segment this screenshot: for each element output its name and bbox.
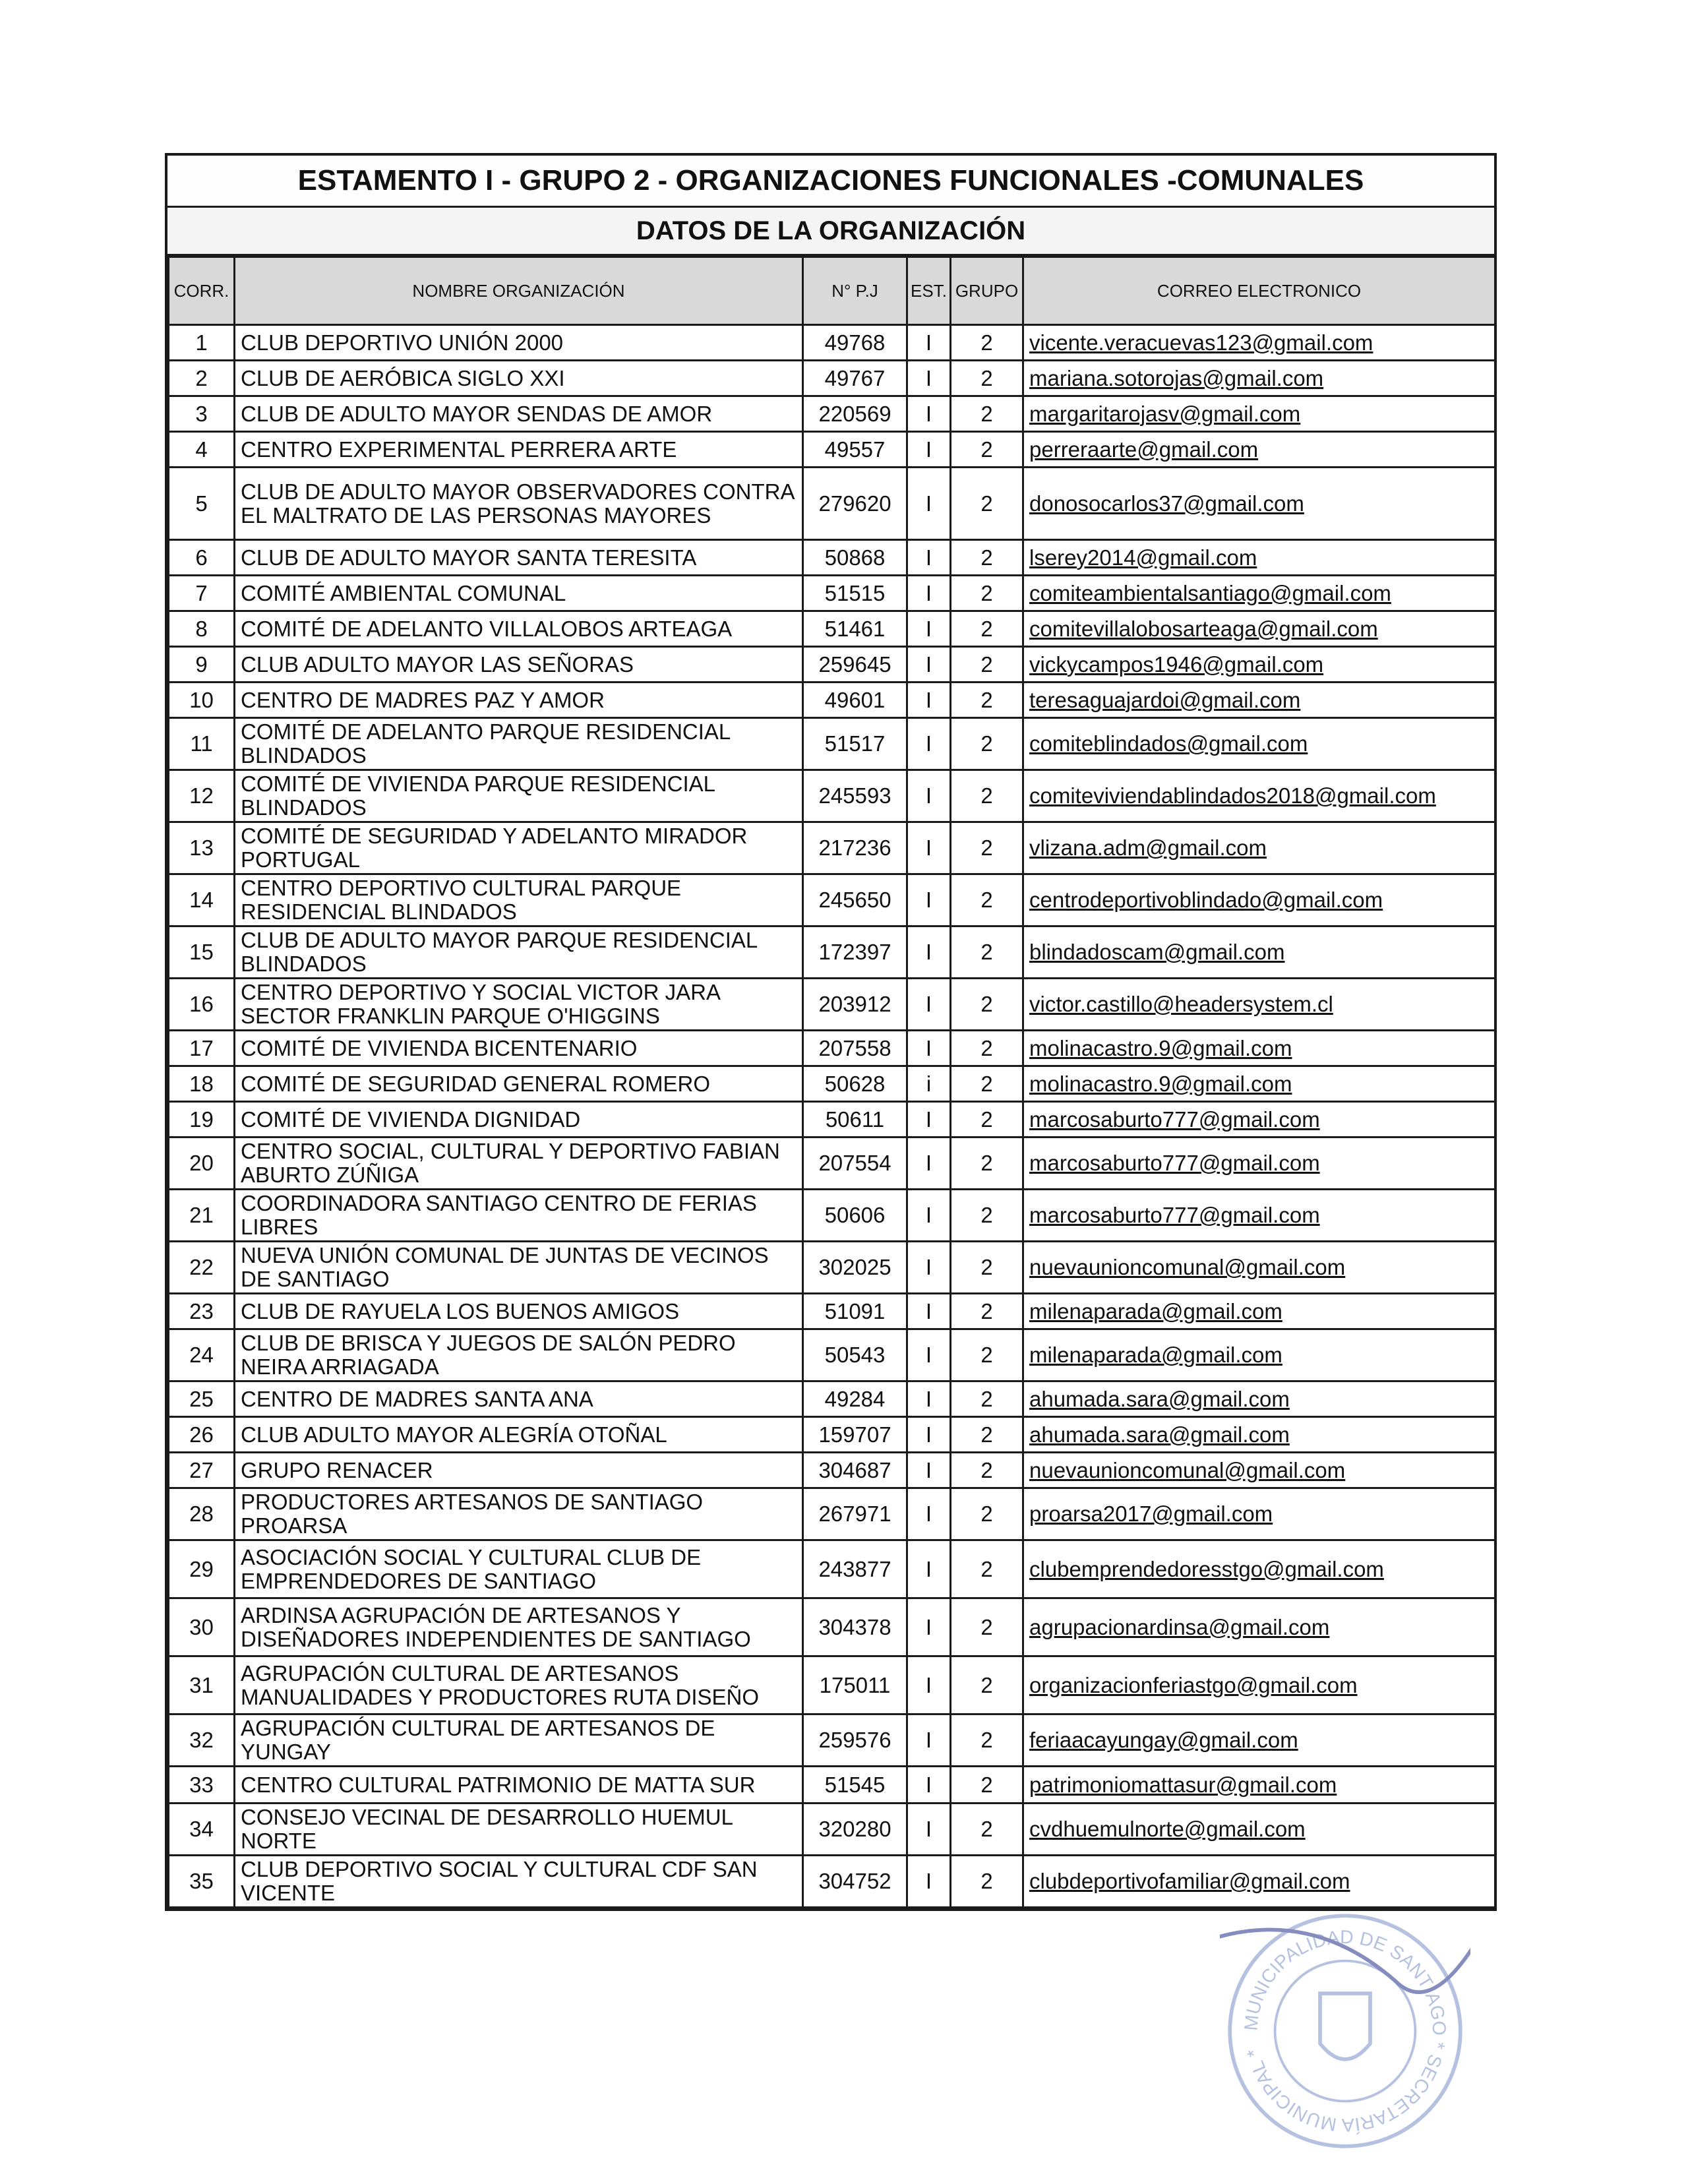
table-row bbox=[169, 718, 1495, 770]
cell-email: nuevaunioncomunal@gmail.com bbox=[1023, 1242, 1495, 1294]
cell-name: CLUB DE ADULTO MAYOR OBSERVADORES CONTRA EL MALTRATO DE LAS PERSONAS MAYORES bbox=[235, 468, 803, 540]
cell-corr: 17 bbox=[169, 1031, 235, 1066]
cell-grupo: 2 bbox=[951, 770, 1023, 822]
cell-corr: 14 bbox=[169, 874, 235, 926]
stamp-text: MUNICIPALIDAD DE SANTIAGO * SECRETARÍA MUNICIPAL * bbox=[1240, 1926, 1450, 2136]
cell-pj: 50611 bbox=[803, 1102, 907, 1138]
cell-grupo: 2 bbox=[951, 926, 1023, 979]
cell-name: COMITÉ AMBIENTAL COMUNAL bbox=[235, 576, 803, 611]
table-row bbox=[169, 576, 1495, 611]
cell-est: I bbox=[907, 540, 951, 576]
cell-pj: 302025 bbox=[803, 1242, 907, 1294]
cell-email: feriaacayungay@gmail.com bbox=[1023, 1714, 1495, 1767]
cell-email: centrodeportivoblindado@gmail.com bbox=[1023, 874, 1495, 926]
cell-name: CLUB DE BRISCA Y JUEGOS DE SALÓN PEDRO NEIRA ARRIAGADA bbox=[235, 1329, 803, 1381]
cell-email: comitevillalobosarteaga@gmail.com bbox=[1023, 611, 1495, 647]
cell-est: I bbox=[907, 926, 951, 979]
cell-corr: 13 bbox=[169, 822, 235, 874]
cell-grupo: 2 bbox=[951, 396, 1023, 432]
cell-est: I bbox=[907, 1329, 951, 1381]
cell-pj: 245650 bbox=[803, 874, 907, 926]
cell-email: proarsa2017@gmail.com bbox=[1023, 1488, 1495, 1540]
cell-email: marcosaburto777@gmail.com bbox=[1023, 1190, 1495, 1242]
cell-name: AGRUPACIÓN CULTURAL DE ARTESANOS MANUALIDADES Y PRODUCTORES RUTA DISEÑO bbox=[235, 1656, 803, 1714]
cell-pj: 245593 bbox=[803, 770, 907, 822]
cell-name: COMITÉ DE ADELANTO PARQUE RESIDENCIAL BLINDADOS bbox=[235, 718, 803, 770]
cell-grupo: 2 bbox=[951, 1856, 1023, 1908]
cell-name: CLUB ADULTO MAYOR LAS SEÑORAS bbox=[235, 647, 803, 682]
cell-est: I bbox=[907, 1714, 951, 1767]
header-email: CORREO ELECTRONICO bbox=[1023, 257, 1495, 325]
table-row bbox=[169, 1066, 1495, 1102]
cell-corr: 18 bbox=[169, 1066, 235, 1102]
cell-pj: 304752 bbox=[803, 1856, 907, 1908]
cell-name: CLUB DEPORTIVO SOCIAL Y CULTURAL CDF SAN VICENTE bbox=[235, 1856, 803, 1908]
cell-name: CONSEJO VECINAL DE DESARROLLO HUEMUL NORTE bbox=[235, 1804, 803, 1856]
cell-grupo: 2 bbox=[951, 1804, 1023, 1856]
cell-pj: 304687 bbox=[803, 1453, 907, 1488]
cell-est: I bbox=[907, 1804, 951, 1856]
cell-pj: 50628 bbox=[803, 1066, 907, 1102]
cell-grupo: 2 bbox=[951, 1329, 1023, 1381]
cell-est: I bbox=[907, 1598, 951, 1656]
cell-grupo: 2 bbox=[951, 432, 1023, 468]
cell-name: CENTRO CULTURAL PATRIMONIO DE MATTA SUR bbox=[235, 1767, 803, 1804]
cell-est: I bbox=[907, 682, 951, 718]
table-row bbox=[169, 682, 1495, 718]
cell-pj: 279620 bbox=[803, 468, 907, 540]
cell-pj: 304378 bbox=[803, 1598, 907, 1656]
cell-email: milenaparada@gmail.com bbox=[1023, 1294, 1495, 1329]
cell-corr: 11 bbox=[169, 718, 235, 770]
cell-corr: 31 bbox=[169, 1656, 235, 1714]
cell-grupo: 2 bbox=[951, 1714, 1023, 1767]
cell-pj: 50606 bbox=[803, 1190, 907, 1242]
cell-email: vlizana.adm@gmail.com bbox=[1023, 822, 1495, 874]
cell-est: I bbox=[907, 468, 951, 540]
cell-est: I bbox=[907, 1656, 951, 1714]
table-row bbox=[169, 361, 1495, 396]
cell-email: organizacionferiastgo@gmail.com bbox=[1023, 1656, 1495, 1714]
cell-pj: 220569 bbox=[803, 396, 907, 432]
cell-email: margaritarojasv@gmail.com bbox=[1023, 396, 1495, 432]
table-row bbox=[169, 325, 1495, 361]
cell-corr: 4 bbox=[169, 432, 235, 468]
cell-grupo: 2 bbox=[951, 325, 1023, 361]
cell-corr: 29 bbox=[169, 1540, 235, 1598]
cell-corr: 27 bbox=[169, 1453, 235, 1488]
cell-corr: 8 bbox=[169, 611, 235, 647]
cell-pj: 49767 bbox=[803, 361, 907, 396]
cell-pj: 51091 bbox=[803, 1294, 907, 1329]
cell-pj: 259576 bbox=[803, 1714, 907, 1767]
cell-est: I bbox=[907, 979, 951, 1031]
cell-pj: 217236 bbox=[803, 822, 907, 874]
cell-est: I bbox=[907, 396, 951, 432]
cell-grupo: 2 bbox=[951, 1598, 1023, 1656]
cell-pj: 203912 bbox=[803, 979, 907, 1031]
cell-grupo: 2 bbox=[951, 1242, 1023, 1294]
cell-name: CENTRO SOCIAL, CULTURAL Y DEPORTIVO FABIAN ABURTO ZÚÑIGA bbox=[235, 1138, 803, 1190]
cell-email: perreraarte@gmail.com bbox=[1023, 432, 1495, 468]
table-row bbox=[169, 822, 1495, 874]
cell-est: I bbox=[907, 1540, 951, 1598]
cell-email: milenaparada@gmail.com bbox=[1023, 1329, 1495, 1381]
cell-email: mariana.sotorojas@gmail.com bbox=[1023, 361, 1495, 396]
table-row bbox=[169, 1294, 1495, 1329]
cell-pj: 49601 bbox=[803, 682, 907, 718]
cell-name: CLUB DE RAYUELA LOS BUENOS AMIGOS bbox=[235, 1294, 803, 1329]
cell-est: I bbox=[907, 1856, 951, 1908]
cell-pj: 50868 bbox=[803, 540, 907, 576]
cell-name: ARDINSA AGRUPACIÓN DE ARTESANOS Y DISEÑADORES INDEPENDIENTES DE SANTIAGO bbox=[235, 1598, 803, 1656]
cell-grupo: 2 bbox=[951, 1190, 1023, 1242]
cell-pj: 172397 bbox=[803, 926, 907, 979]
cell-est: I bbox=[907, 647, 951, 682]
cell-grupo: 2 bbox=[951, 647, 1023, 682]
table-row bbox=[169, 1031, 1495, 1066]
cell-name: COMITÉ DE SEGURIDAD Y ADELANTO MIRADOR PORTUGAL bbox=[235, 822, 803, 874]
header-est: EST. bbox=[907, 257, 951, 325]
header-name: NOMBRE ORGANIZACIÓN bbox=[235, 257, 803, 325]
cell-corr: 22 bbox=[169, 1242, 235, 1294]
cell-grupo: 2 bbox=[951, 1540, 1023, 1598]
table-row bbox=[169, 468, 1495, 540]
cell-name: COMITÉ DE VIVIENDA PARQUE RESIDENCIAL BLINDADOS bbox=[235, 770, 803, 822]
cell-corr: 32 bbox=[169, 1714, 235, 1767]
cell-est: I bbox=[907, 1242, 951, 1294]
cell-pj: 49768 bbox=[803, 325, 907, 361]
cell-corr: 3 bbox=[169, 396, 235, 432]
cell-email: nuevaunioncomunal@gmail.com bbox=[1023, 1453, 1495, 1488]
cell-name: CLUB DE ADULTO MAYOR PARQUE RESIDENCIAL BLINDADOS bbox=[235, 926, 803, 979]
table-row bbox=[169, 1102, 1495, 1138]
cell-est: I bbox=[907, 1453, 951, 1488]
cell-est: i bbox=[907, 1066, 951, 1102]
cell-grupo: 2 bbox=[951, 822, 1023, 874]
cell-name: COMITÉ DE VIVIENDA DIGNIDAD bbox=[235, 1102, 803, 1138]
table-row bbox=[169, 1856, 1495, 1908]
table-row bbox=[169, 979, 1495, 1031]
cell-email: molinacastro.9@gmail.com bbox=[1023, 1031, 1495, 1066]
cell-grupo: 2 bbox=[951, 576, 1023, 611]
cell-corr: 6 bbox=[169, 540, 235, 576]
table-row bbox=[169, 1190, 1495, 1242]
cell-email: blindadoscam@gmail.com bbox=[1023, 926, 1495, 979]
cell-email: patrimoniomattasur@gmail.com bbox=[1023, 1767, 1495, 1804]
section-title: DATOS DE LA ORGANIZACIÓN bbox=[167, 208, 1494, 256]
cell-pj: 49284 bbox=[803, 1381, 907, 1417]
cell-grupo: 2 bbox=[951, 1453, 1023, 1488]
cell-est: I bbox=[907, 718, 951, 770]
cell-grupo: 2 bbox=[951, 1138, 1023, 1190]
cell-grupo: 2 bbox=[951, 682, 1023, 718]
cell-pj: 49557 bbox=[803, 432, 907, 468]
cell-name: PRODUCTORES ARTESANOS DE SANTIAGO PROARSA bbox=[235, 1488, 803, 1540]
cell-name: CENTRO DEPORTIVO Y SOCIAL VICTOR JARA SECTOR FRANKLIN PARQUE O'HIGGINS bbox=[235, 979, 803, 1031]
header-grupo: GRUPO bbox=[951, 257, 1023, 325]
header-row bbox=[169, 257, 1495, 325]
cell-email: ahumada.sara@gmail.com bbox=[1023, 1417, 1495, 1453]
cell-est: I bbox=[907, 1138, 951, 1190]
cell-est: I bbox=[907, 1381, 951, 1417]
cell-est: I bbox=[907, 822, 951, 874]
cell-grupo: 2 bbox=[951, 1417, 1023, 1453]
cell-name: COORDINADORA SANTIAGO CENTRO DE FERIAS LIBRES bbox=[235, 1190, 803, 1242]
cell-pj: 51545 bbox=[803, 1767, 907, 1804]
cell-est: I bbox=[907, 361, 951, 396]
cell-corr: 34 bbox=[169, 1804, 235, 1856]
table-row bbox=[169, 874, 1495, 926]
cell-name: CLUB DEPORTIVO UNIÓN 2000 bbox=[235, 325, 803, 361]
table-row bbox=[169, 647, 1495, 682]
cell-email: teresaguajardoi@gmail.com bbox=[1023, 682, 1495, 718]
cell-est: I bbox=[907, 874, 951, 926]
cell-email: victor.castillo@headersystem.cl bbox=[1023, 979, 1495, 1031]
cell-pj: 207558 bbox=[803, 1031, 907, 1066]
cell-name: CLUB ADULTO MAYOR ALEGRÍA OTOÑAL bbox=[235, 1417, 803, 1453]
cell-name: AGRUPACIÓN CULTURAL DE ARTESANOS DE YUNGAY bbox=[235, 1714, 803, 1767]
cell-grupo: 2 bbox=[951, 1294, 1023, 1329]
cell-email: clubemprendedoresstgo@gmail.com bbox=[1023, 1540, 1495, 1598]
cell-est: I bbox=[907, 432, 951, 468]
organizations-table bbox=[167, 256, 1496, 1908]
table-row bbox=[169, 1540, 1495, 1598]
document-title: ESTAMENTO I - GRUPO 2 - ORGANIZACIONES FUNCIONALES -COMUNALES bbox=[167, 156, 1494, 208]
cell-est: I bbox=[907, 576, 951, 611]
cell-grupo: 2 bbox=[951, 1102, 1023, 1138]
cell-corr: 2 bbox=[169, 361, 235, 396]
cell-name: CENTRO DEPORTIVO CULTURAL PARQUE RESIDENCIAL BLINDADOS bbox=[235, 874, 803, 926]
cell-corr: 21 bbox=[169, 1190, 235, 1242]
cell-corr: 25 bbox=[169, 1381, 235, 1417]
cell-name: COMITÉ DE ADELANTO VILLALOBOS ARTEAGA bbox=[235, 611, 803, 647]
cell-email: comiteviviendablindados2018@gmail.com bbox=[1023, 770, 1495, 822]
table-row bbox=[169, 926, 1495, 979]
table-row bbox=[169, 611, 1495, 647]
cell-pj: 320280 bbox=[803, 1804, 907, 1856]
cell-est: I bbox=[907, 1102, 951, 1138]
table-row bbox=[169, 1714, 1495, 1767]
cell-est: I bbox=[907, 1488, 951, 1540]
cell-grupo: 2 bbox=[951, 1066, 1023, 1102]
cell-grupo: 2 bbox=[951, 1488, 1023, 1540]
cell-corr: 7 bbox=[169, 576, 235, 611]
cell-name: CLUB DE ADULTO MAYOR SANTA TERESITA bbox=[235, 540, 803, 576]
cell-corr: 28 bbox=[169, 1488, 235, 1540]
cell-est: I bbox=[907, 1031, 951, 1066]
header-corr: CORR. bbox=[169, 257, 235, 325]
table-row bbox=[169, 1488, 1495, 1540]
table-row bbox=[169, 540, 1495, 576]
cell-corr: 10 bbox=[169, 682, 235, 718]
cell-name: CLUB DE AERÓBICA SIGLO XXI bbox=[235, 361, 803, 396]
cell-corr: 30 bbox=[169, 1598, 235, 1656]
table-row bbox=[169, 432, 1495, 468]
cell-grupo: 2 bbox=[951, 874, 1023, 926]
cell-corr: 23 bbox=[169, 1294, 235, 1329]
table-row bbox=[169, 1598, 1495, 1656]
table-row bbox=[169, 1453, 1495, 1488]
cell-email: lserey2014@gmail.com bbox=[1023, 540, 1495, 576]
cell-est: I bbox=[907, 770, 951, 822]
cell-grupo: 2 bbox=[951, 1656, 1023, 1714]
cell-grupo: 2 bbox=[951, 979, 1023, 1031]
document-sheet bbox=[165, 153, 1497, 1911]
cell-pj: 207554 bbox=[803, 1138, 907, 1190]
cell-pj: 175011 bbox=[803, 1656, 907, 1714]
cell-name: CENTRO DE MADRES SANTA ANA bbox=[235, 1381, 803, 1417]
cell-email: agrupacionardinsa@gmail.com bbox=[1023, 1598, 1495, 1656]
cell-email: molinacastro.9@gmail.com bbox=[1023, 1066, 1495, 1102]
header-pj: N° P.J bbox=[803, 257, 907, 325]
cell-pj: 51517 bbox=[803, 718, 907, 770]
cell-pj: 259645 bbox=[803, 647, 907, 682]
cell-pj: 267971 bbox=[803, 1488, 907, 1540]
cell-email: donosocarlos37@gmail.com bbox=[1023, 468, 1495, 540]
cell-name: COMITÉ DE VIVIENDA BICENTENARIO bbox=[235, 1031, 803, 1066]
cell-corr: 1 bbox=[169, 325, 235, 361]
table-row bbox=[169, 1804, 1495, 1856]
cell-grupo: 2 bbox=[951, 611, 1023, 647]
cell-name: ASOCIACIÓN SOCIAL Y CULTURAL CLUB DE EMPRENDEDORES DE SANTIAGO bbox=[235, 1540, 803, 1598]
cell-est: I bbox=[907, 1767, 951, 1804]
cell-corr: 20 bbox=[169, 1138, 235, 1190]
cell-email: cvdhuemulnorte@gmail.com bbox=[1023, 1804, 1495, 1856]
cell-name: CENTRO DE MADRES PAZ Y AMOR bbox=[235, 682, 803, 718]
cell-pj: 51461 bbox=[803, 611, 907, 647]
cell-corr: 33 bbox=[169, 1767, 235, 1804]
cell-pj: 159707 bbox=[803, 1417, 907, 1453]
table-row bbox=[169, 1381, 1495, 1417]
cell-est: I bbox=[907, 325, 951, 361]
table-row bbox=[169, 1656, 1495, 1714]
cell-est: I bbox=[907, 1294, 951, 1329]
cell-grupo: 2 bbox=[951, 718, 1023, 770]
cell-corr: 9 bbox=[169, 647, 235, 682]
cell-corr: 16 bbox=[169, 979, 235, 1031]
cell-name: GRUPO RENACER bbox=[235, 1453, 803, 1488]
cell-email: vickycampos1946@gmail.com bbox=[1023, 647, 1495, 682]
table-row bbox=[169, 1242, 1495, 1294]
cell-email: vicente.veracuevas123@gmail.com bbox=[1023, 325, 1495, 361]
cell-name: CENTRO EXPERIMENTAL PERRERA ARTE bbox=[235, 432, 803, 468]
table-row bbox=[169, 1138, 1495, 1190]
cell-corr: 5 bbox=[169, 468, 235, 540]
cell-corr: 19 bbox=[169, 1102, 235, 1138]
cell-grupo: 2 bbox=[951, 540, 1023, 576]
table-row bbox=[169, 1767, 1495, 1804]
cell-corr: 35 bbox=[169, 1856, 235, 1908]
cell-corr: 26 bbox=[169, 1417, 235, 1453]
municipal-stamp bbox=[1220, 1906, 1470, 2156]
table-row bbox=[169, 1417, 1495, 1453]
cell-pj: 243877 bbox=[803, 1540, 907, 1598]
cell-email: comiteblindados@gmail.com bbox=[1023, 718, 1495, 770]
svg-text:MUNICIPALIDAD DE SANTIAGO * SE bbox=[1241, 1927, 1450, 2135]
cell-pj: 51515 bbox=[803, 576, 907, 611]
cell-name: NUEVA UNIÓN COMUNAL DE JUNTAS DE VECINOS DE SANTIAGO bbox=[235, 1242, 803, 1294]
cell-pj: 50543 bbox=[803, 1329, 907, 1381]
cell-email: ahumada.sara@gmail.com bbox=[1023, 1381, 1495, 1417]
cell-email: marcosaburto777@gmail.com bbox=[1023, 1102, 1495, 1138]
cell-grupo: 2 bbox=[951, 361, 1023, 396]
table-row bbox=[169, 770, 1495, 822]
cell-grupo: 2 bbox=[951, 468, 1023, 540]
cell-corr: 12 bbox=[169, 770, 235, 822]
cell-grupo: 2 bbox=[951, 1381, 1023, 1417]
cell-email: marcosaburto777@gmail.com bbox=[1023, 1138, 1495, 1190]
table-row bbox=[169, 1329, 1495, 1381]
cell-grupo: 2 bbox=[951, 1031, 1023, 1066]
cell-grupo: 2 bbox=[951, 1767, 1023, 1804]
cell-corr: 15 bbox=[169, 926, 235, 979]
cell-est: I bbox=[907, 611, 951, 647]
cell-est: I bbox=[907, 1190, 951, 1242]
cell-corr: 24 bbox=[169, 1329, 235, 1381]
cell-email: clubdeportivofamiliar@gmail.com bbox=[1023, 1856, 1495, 1908]
cell-name: COMITÉ DE SEGURIDAD GENERAL ROMERO bbox=[235, 1066, 803, 1102]
cell-email: comiteambientalsantiago@gmail.com bbox=[1023, 576, 1495, 611]
table-row bbox=[169, 396, 1495, 432]
cell-est: I bbox=[907, 1417, 951, 1453]
cell-name: CLUB DE ADULTO MAYOR SENDAS DE AMOR bbox=[235, 396, 803, 432]
